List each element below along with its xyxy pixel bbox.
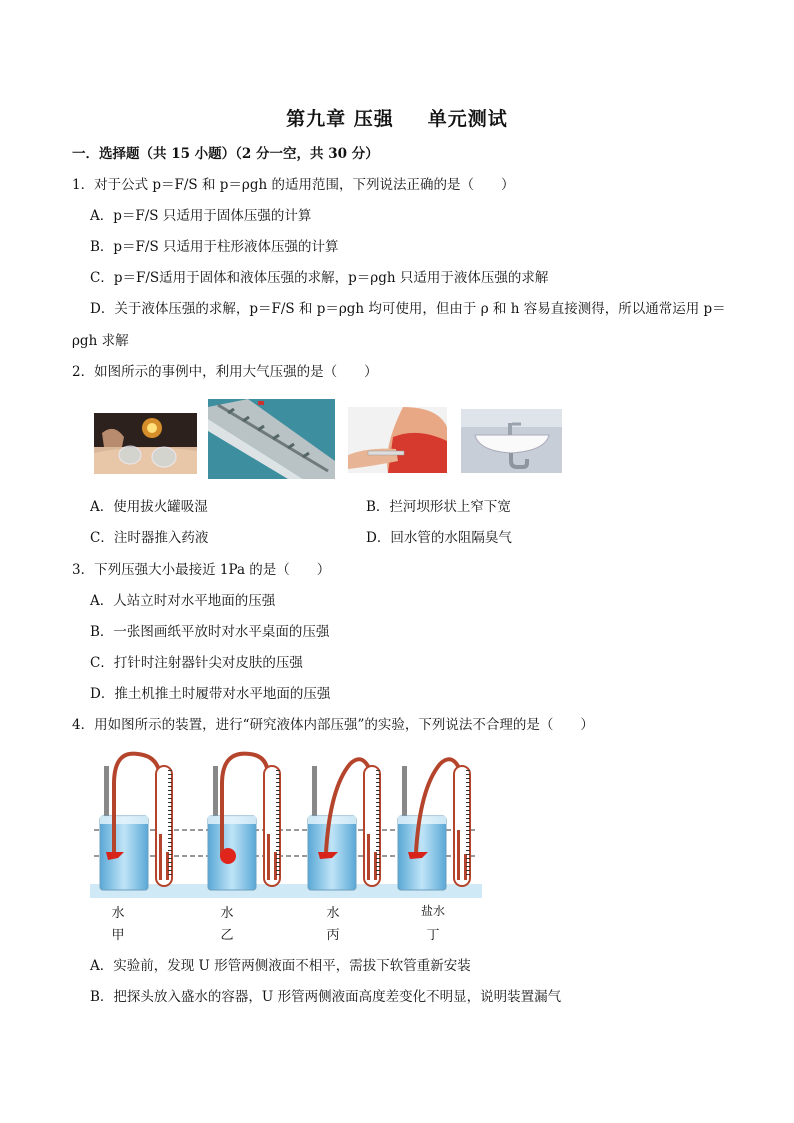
injection-photo [348,407,447,473]
caption-liquid-ding: 盐水 [420,904,445,918]
apparatus-yi [208,754,280,890]
caption-liquid-jia: 水 [111,906,125,921]
caption-liquid-bing: 水 [326,906,340,921]
q4-stem: 4．用如图所示的装置，进行“研究液体内部压强”的实验，下列说法不合理的是（ ） [72,717,594,733]
q1-option-a: A．p＝F/S 只适用于固体压强的计算 [90,208,312,224]
q2-option-b: B．拦河坝形状上窄下宽 [366,499,511,515]
label-yi: 乙 [220,928,234,943]
sink-photo [461,409,562,473]
dam-photo [208,399,335,479]
q4-option-a: A．实验前，发现 U 形管两侧液面不相平，需拔下软管重新安装 [90,958,471,974]
q1-option-c: C．p＝F/S适用于固体和液体压强的求解，p＝ρgh 只适用于液体压强的求解 [90,270,549,286]
label-jia: 甲 [111,928,125,943]
apparatus-jia [100,754,172,890]
q2-option-a: A．使用拔火罐吸湿 [90,499,208,515]
q1-option-d-cont: ρgh 求解 [72,333,129,349]
q2-option-c: C．注时器推入药液 [90,530,209,546]
q3-option-d: D．推土机推土时履带对水平地面的压强 [90,686,331,702]
apparatus-bing [308,759,380,890]
q2-option-d: D．回水管的水阻隔臭气 [366,530,512,546]
apparatus-ding [398,759,470,890]
section-heading: 一．选择题（共 15 小题）（2 分一空，共 30 分） [72,146,379,162]
caption-liquid-yi: 水 [220,906,234,921]
q3-stem: 3．下列压强大小最接近 1Pa 的是（ ） [72,562,331,578]
label-bing: 丙 [326,928,340,943]
q3-option-b: B．一张图画纸平放时对水平桌面的压强 [90,624,330,640]
cupping-photo [94,413,197,474]
q4-option-b: B．把探头放入盛水的容器，U 形管两侧液面高度差变化不明显，说明装置漏气 [90,989,562,1005]
pressure-apparatus-diagram [90,748,490,903]
q1-option-b: B．p＝F/S 只适用于柱形液体压强的计算 [90,239,339,255]
label-ding: 丁 [426,928,440,943]
q2-stem: 2．如图所示的事例中，利用大气压强的是（ ） [72,364,378,380]
title-chapter: 第九章 压强 [286,108,394,130]
q3-option-c: C．打针时注射器针尖对皮肤的压强 [90,655,303,671]
page-title [0,104,794,131]
q1-stem: 1．对于公式 p＝F/S 和 p＝ρgh 的适用范围，下列说法正确的是（ ） [72,177,515,193]
q3-option-a: A．人站立时对水平地面的压强 [90,593,276,609]
title-test: 单元测试 [427,108,508,130]
q1-option-d: D．关于液体压强的求解，p＝F/S 和 p＝ρgh 均可使用，但由于 ρ 和 h 容易直接测得，所以通常运用 p＝ [90,301,726,317]
